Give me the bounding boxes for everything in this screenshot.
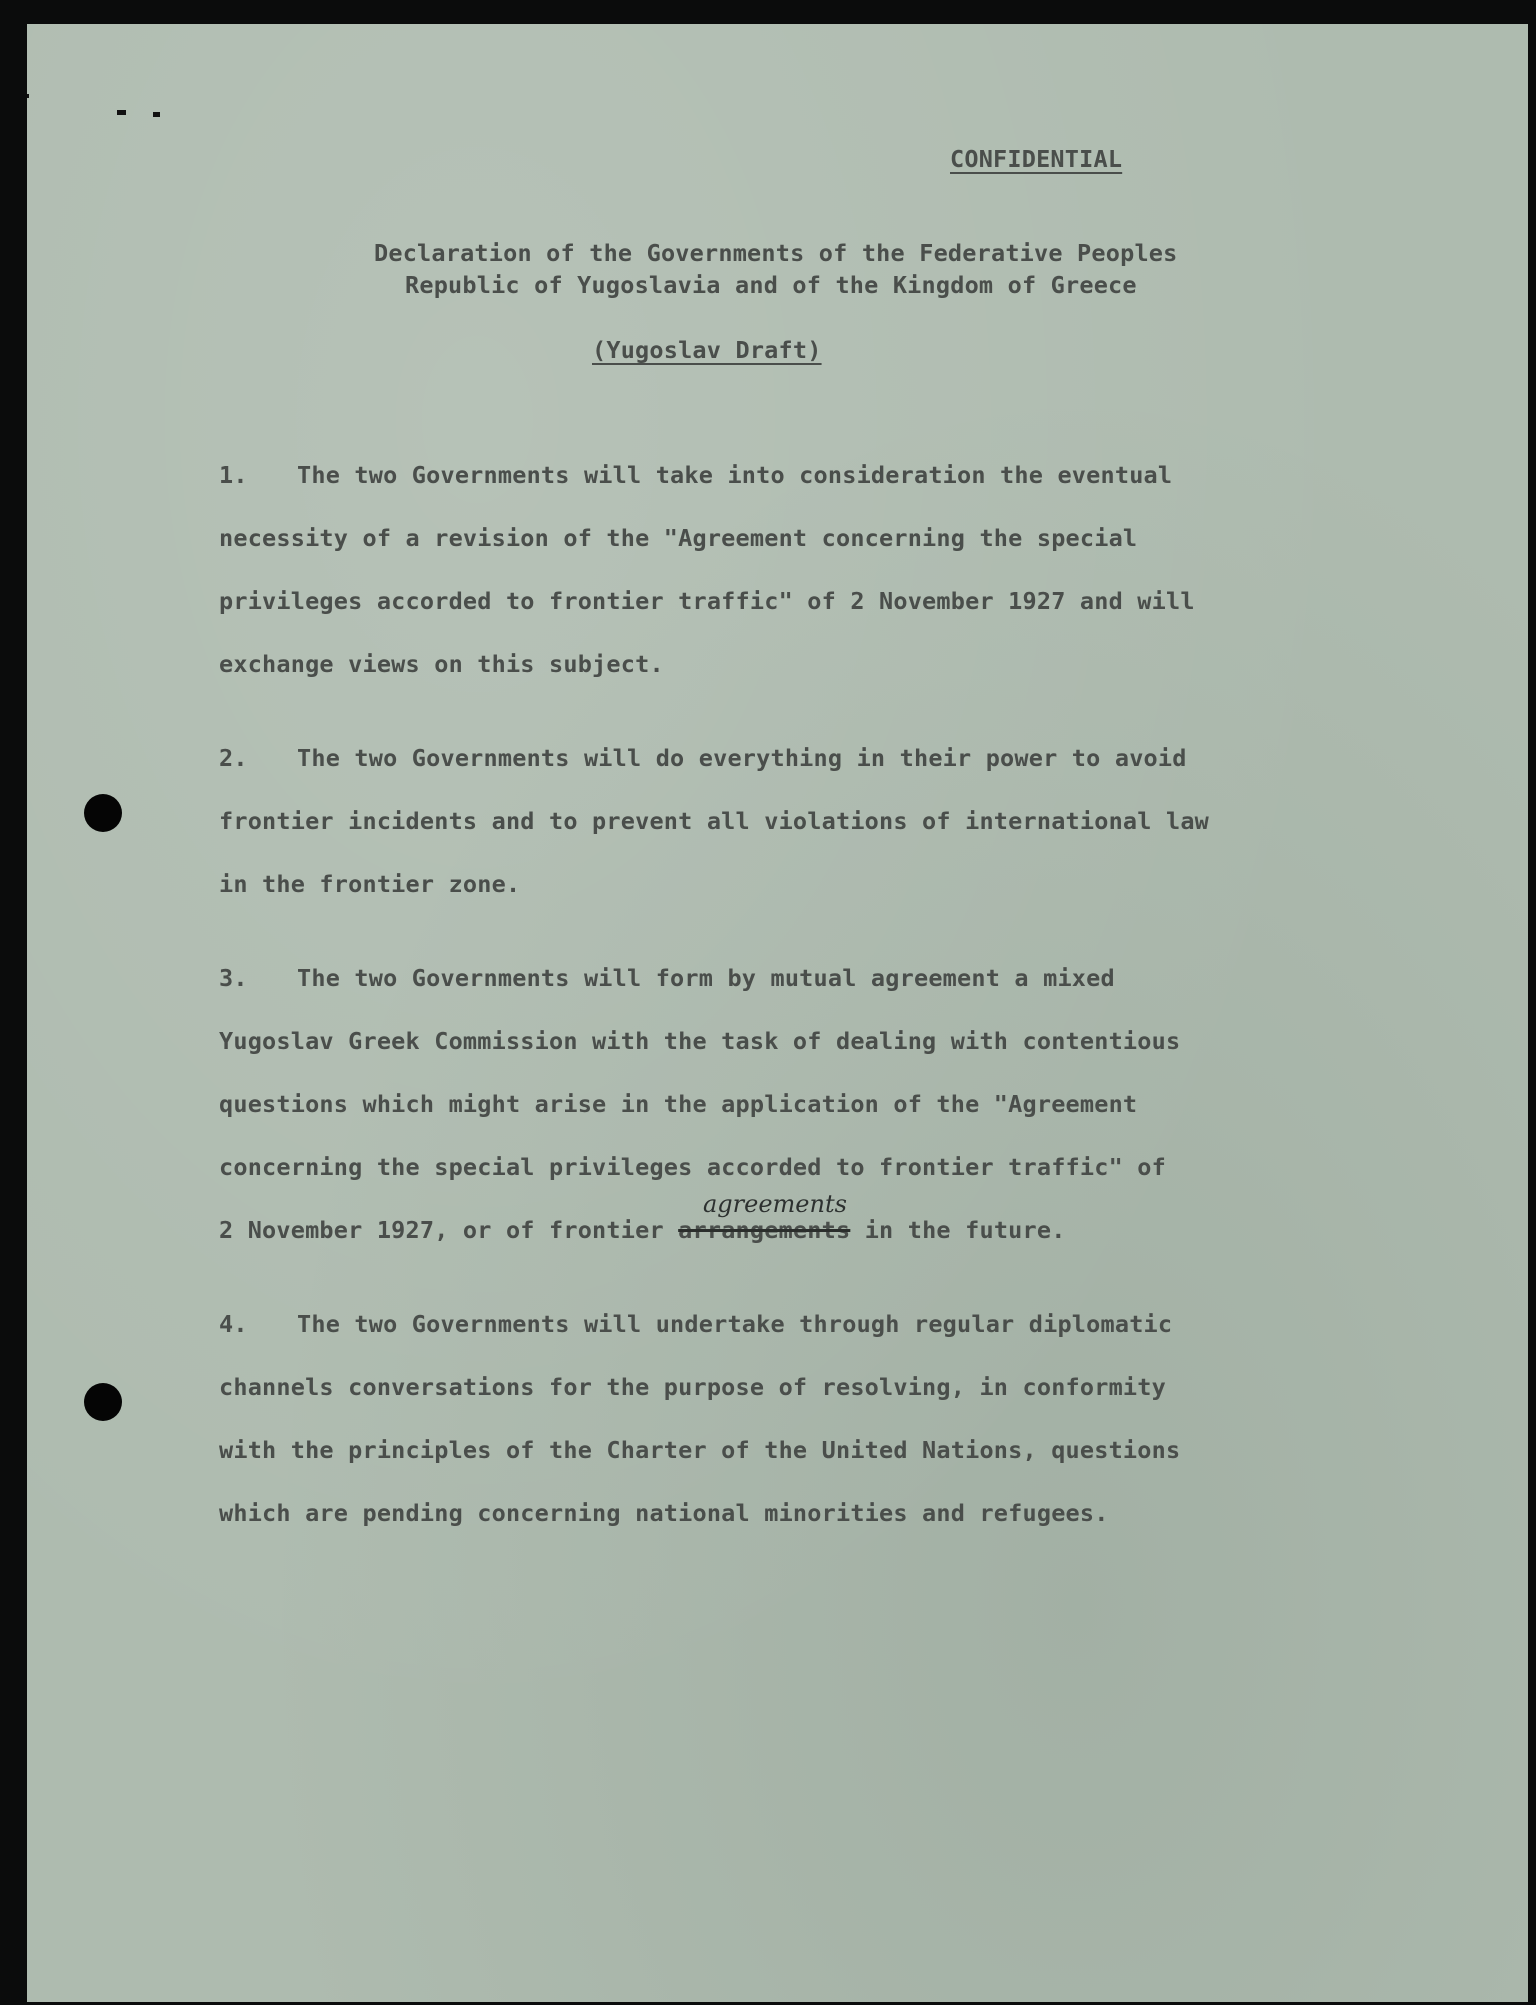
paragraph-number: 1. [219, 461, 248, 489]
paragraph-1-line-2: necessity of a revision of the "Agreement concerning the special [219, 524, 1138, 552]
paragraph-4-line-4: which are pending concerning national minorities and refugees. [219, 1499, 1109, 1527]
paragraph-2-line-1 [219, 744, 1187, 772]
paragraph-number: 2. [219, 744, 248, 772]
paragraph-3-line-5 [219, 1216, 1066, 1244]
document-page [27, 24, 1528, 2002]
corner-mark [153, 112, 160, 117]
paragraph-4-line-2: channels conversations for the purpose of resolving, in conformity [219, 1373, 1166, 1401]
paragraph-4-line-3: with the principles of the Charter of the United Nations, questions [219, 1436, 1181, 1464]
paragraph-4-line-1 [219, 1310, 1172, 1338]
paragraph-text: The two Governments will do everything in their power to avoid [297, 744, 1187, 772]
paragraph-2-line-2: frontier incidents and to prevent all violations of international law [219, 807, 1210, 835]
draft-label: (Yugoslav Draft) [592, 336, 822, 364]
paragraph-number: 3. [219, 964, 248, 992]
punch-hole-top [84, 794, 122, 832]
paragraph-number: 4. [219, 1310, 248, 1338]
paragraph-3-line-2: Yugoslav Greek Commission with the task of dealing with contentious [219, 1027, 1181, 1055]
edge-mark [27, 94, 29, 98]
paragraph-text: The two Governments will take into consideration the eventual [297, 461, 1173, 489]
paragraph-1-line-4: exchange views on this subject. [219, 650, 664, 678]
paragraph-3-line-4: concerning the special privileges accorded to frontier traffic" of [219, 1153, 1166, 1181]
struck-word: arrangements [678, 1216, 851, 1244]
corner-mark [117, 110, 126, 115]
punch-hole-bottom [84, 1383, 122, 1421]
handwritten-correction: agreements [703, 1190, 847, 1218]
paragraph-text: in the future. [850, 1216, 1066, 1244]
paragraph-2-line-3: in the frontier zone. [219, 870, 521, 898]
classification-label: CONFIDENTIAL [950, 145, 1123, 173]
paragraph-3-line-3: questions which might arise in the application of the "Agreement [219, 1090, 1138, 1118]
title-line-1: Declaration of the Governments of the Federative Peoples [374, 239, 1178, 267]
paragraph-1-line-1 [219, 461, 1172, 489]
title-line-2: Republic of Yugoslavia and of the Kingdom of Greece [405, 271, 1137, 299]
paragraph-1-line-3: privileges accorded to frontier traffic" of 2 November 1927 and will [219, 587, 1195, 615]
paragraph-text: 2 November 1927, or of frontier [219, 1216, 679, 1244]
paragraph-text: The two Governments will undertake through regular diplomatic [297, 1310, 1173, 1338]
paragraph-3-line-1 [219, 964, 1115, 992]
paragraph-text: The two Governments will form by mutual agreement a mixed [297, 964, 1115, 992]
